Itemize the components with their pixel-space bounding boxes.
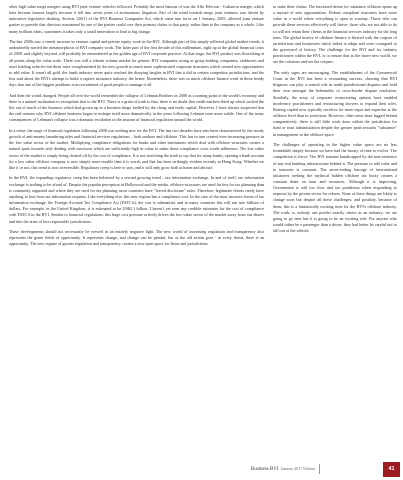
- body-paragraph: And then the world changed. People all over the world remember the collapse of Lehman Brothers in 2008 as a turning point in the world's economy and there is a natural inclination to extrapolate that to the BVI. There is a grain of truth to that; there is no doubt that credit markets dried up which sucked the life out of much of the business which had grown up in a business binge fuelled by the cheap and ready capital. However, I have always suspected that the real reasons why BVI offshore business began to reshape itself more dramatically in the years following Lehman were more subtle. One of the many consequences of Lehman's collapse was a dramatic escalation in the amount of financial regulation around the world.: [9, 92, 264, 123]
- body-paragraph: In a sense, the surge of financial regulation following 2008 was nothing new for the BVI. The last two decades have also been characterised by the steady growth of anti-money laundering rules and financial services regulations – both onshore and offshore. This has in turn created ever-increasing pressure in the low value sector of the market. Multiplying compliance obligations for banks and other institutions which deal with offshore structures creates a natural push towards only dealing with structures which are sufficiently high in value to make those compliance costs worth adherence. The low value sector of the market is simply being choked off by the cost of compliance. It is not stretching the truth to say that for many banks, opening a bank account for a low value offshore company is now simply more trouble than it is worth, and that has been strikingly evident recently in Hong Kong. Whether we like it or not, this trend is now irreversible. Regulatory creep is here to stay, and it will only grow both at home and abroad.: [9, 127, 264, 170]
- body-paragraph: other high value mega mergers using BVI joint venture vehicles followed. Probably the most famous of was the Alfa Telecom - Cukurova merger, which later became famous largely because it fell into seven years of acrimonious litigation. Part of the trend towards mega joint ventures was driven by innovative legislative drafting. Section 120(1) of the BVI Business Companies Act, which came into force on 1 January, 2005, allowed joint venture parties to provide that directors nominated by one of the parties could owe their primary duties to that party, rather than to the company as a whole. Like many brilliant ideas, sometimes it takes only a small innovation to lead to big change.: [9, 4, 264, 34]
- footer-divider: [319, 464, 320, 474]
- page-number-badge: 41: [383, 462, 400, 477]
- body-paragraph: The early signs are encouraging. The establishment of the Commercial Court in the BVI has been a resounding success, showing that BVI litigators can play a central role in multi-jurisdictional disputes and hold their own amongst the behemoths of cross-border dispute resolution. Similarly, the array of corporate restructuring options have enabled insolvency practitioners and restructuring lawyers to expand their roles. Raising capital now typically involves far more input and expertise at the offshore level than in yesteryear. However, other areas have lagged behind comparatively; there is still little work done within the jurisdiction for fund or trust administration despite the greater push towards "substance" in management in the offshore space.: [273, 69, 397, 137]
- publication-name: Business BVI: [250, 467, 279, 472]
- page-footer: [0, 460, 403, 480]
- issue-label: January 2017 Edition: [280, 466, 315, 471]
- body-paragraph: These developments should not necessarily be viewed in an entirely negative light. The new world of increasing regulation and transparency also represents the green fields of opportunity. It represents change, and change can be painful, but as the old axiom goes - in every threat, there is an opportunity. The new regime of greater regulation and transparency creates a new open space for firms and jurisdictions: [9, 229, 264, 247]
- right-column: [273, 4, 397, 456]
- footer-publication: [249, 464, 315, 474]
- body-paragraph: In the BVI, the expanding regulatory creep has been bolstered by a second growing trend – tax information exchange. In and of itself, tax information exchange is nothing to be afraid of. Despite the popular perception in Hollywood and the media, offshore structures are used far less for tax planning than is commonly supposed and where they are used for tax planning, most countries have "forced disclosure" rules. Therefore, legitimate clients rarely have anything to fear from tax information requests. Like everything else, this new regime has a compliance cost. In the case of the most invasive forms of tax information exchange, the Foreign Account Tax Compliance Act (FATCA), the cost is substantial, and in many countries this will run into billions of dollars. For example, in the United Kingdom, it is estimated to be US$2.1 billion. I haven't yet seen any credible estimates for the cost of compliance with FATCA in the BVI. Similar to financial regulations, this huge cost pressure actively drives the low value sector of the market away from our shores and into the arms of less responsible jurisdictions.: [9, 175, 264, 224]
- left-column: [9, 4, 264, 456]
- body-paragraph: The late 2000s saw a steady increase in venture capital and private equity work in the BVI. Although part of this simply reflected global market trends, it undoubtedly started the metamorphosis of BVI company work. The latter part of the first decade of this millennium, right up to the global financial crisis of 2008, and slightly beyond, will probably be remembered as the golden age of BVI corporate practice. At that stage, the BVI product was flourishing at all points along the value scale. There was still a vibrant volume market for generic BVI companies acting as group holding companies, cashboxes and asset holding vehicles but these were complemented by the new growth in much more sophisticated corporate structures which created new opportunities to add value. It wasn't all gold, the funds industry never quite reached the dizzying heights in BVI that it did in certain competitor jurisdictions, and the less said about the BVI's attempt to build a captive insurance industry, the better. Nonetheless, there was so much offshore finance work in those heady days that one of the biggest problems was recruitment of good people to manage it all.: [9, 39, 264, 88]
- body-paragraph: to stake their claims. The increased desire for substance offshore opens up a myriad of new opportunities. Robust compliant structures have more value in a world where everything is open to scrutiny. Those who can provide these services effectively will thrive; those who are not able to do so will not retain their clients in the financial services industry for the long term. The global history of offshore finance is littered with the corpses of jurisdictions and businesses which failed to adapt and were consigned to the graveyard of history. The challenge for the BVI and for industry practitioners within the BVI, is to ensure that as the brave new world, we are the colonists and not the corpses.: [273, 4, 397, 65]
- body-paragraph: The challenges of operating in the higher value space are no less formidable simply because we have had the luxury of time to evolve. The competition is fierce. The BVI remains handicapped by the non-existence of any real banking infrastructure behind it. The pressure to add value and to innovate is constant. The never-ending barrage of international initiatives seeking the mythical hidden offshore tax booty creates a constant drain on time and resources. Although it is improving, Government is still too slow and too ponderous when responding to requests by the private sector for reform. None of these things are likely to change soon but despite all these challenges, and possibly, because of them, this is a fantastically exciting time for the BVI's offshore industry. The truth, is, nobody can predict exactly where as an industry, we are going to go next but it is going to be an exciting ride. For anyone who would rather be a passenger than a driver, they had better be careful not to fall out of the vehicle.: [273, 142, 397, 234]
